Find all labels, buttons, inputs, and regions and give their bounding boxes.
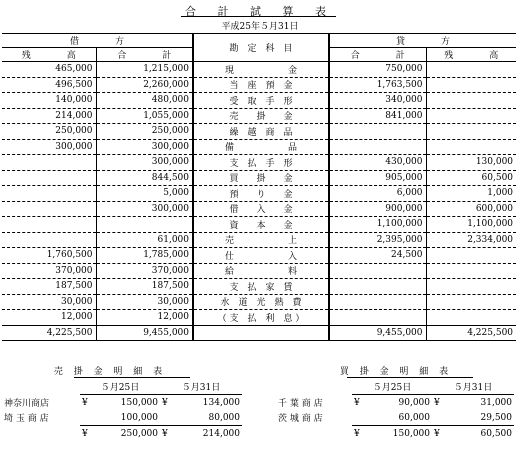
account-total-blank xyxy=(193,325,329,341)
table-row xyxy=(2,62,516,78)
totals-row xyxy=(2,325,516,341)
debit-total-cell: 300,000 xyxy=(96,201,193,217)
supplier-name: 千 葉 商 店 xyxy=(278,398,323,409)
credit-balance-cell xyxy=(426,310,516,326)
amount: 29,500 xyxy=(480,412,512,423)
credit-balance-cell xyxy=(426,77,516,93)
debit-balance-cell: 250,000 xyxy=(2,124,96,140)
debit-total-total: 9,455,000 xyxy=(96,325,193,341)
credit-balance-cell xyxy=(426,263,516,279)
debit-total-cell: 1,215,000 xyxy=(96,62,193,78)
page-title: 合 計 試 算 表 xyxy=(185,5,335,18)
table-row xyxy=(2,248,516,264)
account-header: 勘 定 科 目 xyxy=(193,34,329,62)
credit-total-cell: 6,000 xyxy=(329,186,426,202)
yen-sign: ¥ xyxy=(82,428,88,439)
customer-name: 埼 玉 商 店 xyxy=(4,414,49,425)
debit-balance-cell xyxy=(2,186,96,202)
account-name-cell: 給 料 xyxy=(193,263,329,279)
table-row xyxy=(2,263,516,279)
yen-sign: ¥ xyxy=(162,428,168,439)
account-name-cell: 備 品 xyxy=(193,139,329,155)
yen-sign: ¥ xyxy=(354,428,360,439)
credit-total-cell xyxy=(329,263,426,279)
debit-total-cell: 187,500 xyxy=(96,279,193,295)
debit-total-cell: 1,055,000 xyxy=(96,108,193,124)
total-amount: 60,500 xyxy=(480,428,512,439)
receivables-table xyxy=(2,379,242,441)
account-name-cell: （ 支 払 利 息 ） xyxy=(193,310,329,326)
credit-total-cell xyxy=(329,294,426,310)
yen-sign: ¥ xyxy=(354,397,360,408)
credit-balance-cell xyxy=(426,139,516,155)
account-name-cell: 支 払 家 賃 xyxy=(193,279,329,295)
yen-sign: ¥ xyxy=(162,397,168,408)
account-name-cell: 借 入 金 xyxy=(193,201,329,217)
debit-balance-cell: 496,500 xyxy=(2,77,96,93)
payables-title-underline xyxy=(347,377,473,378)
credit-total-cell: 340,000 xyxy=(329,93,426,109)
credit-total-cell xyxy=(329,139,426,155)
debit-balance-total: 4,225,500 xyxy=(2,325,96,341)
account-name-cell: 現 金 xyxy=(193,62,329,78)
payables-title: 買 掛 金 明 細 表 xyxy=(339,367,453,377)
amount: 80,000 xyxy=(208,412,240,423)
debit-total-cell: 844,500 xyxy=(96,170,193,186)
debit-total-cell: 2,260,000 xyxy=(96,77,193,93)
credit-total-cell: 430,000 xyxy=(329,155,426,171)
receivables-date1: ５月25日 xyxy=(80,379,160,395)
account-name-cell: 水 道 光 熱 費 xyxy=(193,294,329,310)
credit-balance-cell: 600,000 xyxy=(426,201,516,217)
receivables-date2: ５月31日 xyxy=(160,379,242,395)
credit-total-cell xyxy=(329,310,426,326)
credit-balance-cell: 1,000 xyxy=(426,186,516,202)
debit-balance-cell: 370,000 xyxy=(2,263,96,279)
debit-balance-cell: 187,500 xyxy=(2,279,96,295)
debit-balance-cell xyxy=(2,217,96,233)
receivables-title: 売 掛 金 明 細 表 xyxy=(53,367,167,377)
debit-total-cell: 5,000 xyxy=(96,186,193,202)
credit-total-cell: 841,000 xyxy=(329,108,426,124)
total-amount: 214,000 xyxy=(202,428,240,439)
debit-balance-cell: 30,000 xyxy=(2,294,96,310)
account-name-cell: 仕 入 xyxy=(193,248,329,264)
title-underline xyxy=(181,16,336,17)
table-row xyxy=(2,279,516,295)
credit-total-header: 合 計 xyxy=(329,48,426,62)
amount: 100,000 xyxy=(120,412,158,423)
payables-table xyxy=(276,379,514,441)
credit-balance-cell xyxy=(426,294,516,310)
credit-total-cell: 2,395,000 xyxy=(329,232,426,248)
debit-total-cell: 12,000 xyxy=(96,310,193,326)
credit-balance-cell: 60,500 xyxy=(426,170,516,186)
table-row xyxy=(2,155,516,171)
debit-total-cell: 370,000 xyxy=(96,263,193,279)
table-row xyxy=(2,77,516,93)
table-row xyxy=(276,395,514,411)
table-row xyxy=(276,410,514,426)
account-name-cell: 売 上 xyxy=(193,232,329,248)
yen-sign: ¥ xyxy=(434,428,440,439)
credit-total-cell: 905,000 xyxy=(329,170,426,186)
account-name-cell: 預 り 金 xyxy=(193,186,329,202)
table-row xyxy=(2,139,516,155)
credit-balance-cell xyxy=(426,108,516,124)
page-date: 平成25年５月31日 xyxy=(221,22,299,32)
total-amount: 250,000 xyxy=(120,428,158,439)
amount: 60,000 xyxy=(398,412,430,423)
debit-balance-cell: 214,000 xyxy=(2,108,96,124)
credit-total-cell xyxy=(329,279,426,295)
credit-total-cell: 750,000 xyxy=(329,62,426,78)
credit-total-cell: 900,000 xyxy=(329,201,426,217)
total-amount: 150,000 xyxy=(392,428,430,439)
credit-balance-header: 残 高 xyxy=(426,48,516,62)
table-row xyxy=(2,201,516,217)
debit-balance-header: 残 高 xyxy=(2,48,96,62)
total-row xyxy=(276,426,514,442)
credit-total-cell: 24,500 xyxy=(329,248,426,264)
credit-balance-cell: 1,100,000 xyxy=(426,217,516,233)
trial-balance-table xyxy=(2,33,516,341)
amount: 150,000 xyxy=(120,397,158,408)
table-row xyxy=(2,170,516,186)
credit-total-cell xyxy=(329,124,426,140)
table-row xyxy=(2,93,516,109)
credit-header: 貸 方 xyxy=(329,34,516,48)
table-row xyxy=(2,217,516,233)
debit-balance-cell xyxy=(2,155,96,171)
credit-balance-cell xyxy=(426,279,516,295)
debit-balance-cell xyxy=(2,232,96,248)
account-name-cell: 資 本 金 xyxy=(193,217,329,233)
total-row xyxy=(2,426,242,442)
debit-total-cell: 30,000 xyxy=(96,294,193,310)
table-row xyxy=(2,124,516,140)
table-row xyxy=(2,310,516,326)
credit-balance-cell xyxy=(426,124,516,140)
table-row xyxy=(2,294,516,310)
debit-balance-cell: 300,000 xyxy=(2,139,96,155)
debit-total-cell: 61,000 xyxy=(96,232,193,248)
account-name-cell: 売 掛 金 xyxy=(193,108,329,124)
amount: 90,000 xyxy=(398,397,430,408)
debit-balance-cell: 1,760,500 xyxy=(2,248,96,264)
table-row xyxy=(2,186,516,202)
payables-date2: ５月31日 xyxy=(432,379,514,395)
table-row xyxy=(2,395,242,411)
credit-balance-cell xyxy=(426,93,516,109)
table-row xyxy=(2,410,242,426)
account-name-cell: 繰 越 商 品 xyxy=(193,124,329,140)
table-row xyxy=(2,108,516,124)
debit-balance-cell: 140,000 xyxy=(2,93,96,109)
yen-sign: ¥ xyxy=(434,397,440,408)
credit-total-cell: 1,100,000 xyxy=(329,217,426,233)
account-name-cell: 支 払 手 形 xyxy=(193,155,329,171)
amount: 134,000 xyxy=(202,397,240,408)
debit-total-cell: 250,000 xyxy=(96,124,193,140)
payables-date1: ５月25日 xyxy=(352,379,432,395)
receivables-title-underline xyxy=(74,377,190,378)
debit-total-cell xyxy=(96,217,193,233)
account-name-cell: 当 座 預 金 xyxy=(193,77,329,93)
credit-balance-cell xyxy=(426,248,516,264)
credit-balance-cell: 130,000 xyxy=(426,155,516,171)
debit-balance-cell: 465,000 xyxy=(2,62,96,78)
debit-total-cell: 300,000 xyxy=(96,155,193,171)
credit-balance-cell: 2,334,000 xyxy=(426,232,516,248)
debit-header: 借 方 xyxy=(2,34,193,48)
credit-balance-cell xyxy=(426,62,516,78)
supplier-name: 茨 城 商 店 xyxy=(278,414,323,425)
debit-balance-cell: 12,000 xyxy=(2,310,96,326)
credit-total-total: 9,455,000 xyxy=(329,325,426,341)
credit-balance-total: 4,225,500 xyxy=(426,325,516,341)
debit-total-header: 合 計 xyxy=(96,48,193,62)
debit-total-cell: 300,000 xyxy=(96,139,193,155)
debit-balance-cell xyxy=(2,201,96,217)
account-name-cell: 受 取 手 形 xyxy=(193,93,329,109)
credit-total-cell: 1,763,500 xyxy=(329,77,426,93)
debit-total-cell: 1,785,000 xyxy=(96,248,193,264)
debit-balance-cell xyxy=(2,170,96,186)
debit-total-cell: 480,000 xyxy=(96,93,193,109)
account-name-cell: 買 掛 金 xyxy=(193,170,329,186)
amount: 31,000 xyxy=(480,397,512,408)
table-row xyxy=(2,232,516,248)
customer-name: 神奈川商店 xyxy=(4,398,50,409)
yen-sign: ¥ xyxy=(82,397,88,408)
